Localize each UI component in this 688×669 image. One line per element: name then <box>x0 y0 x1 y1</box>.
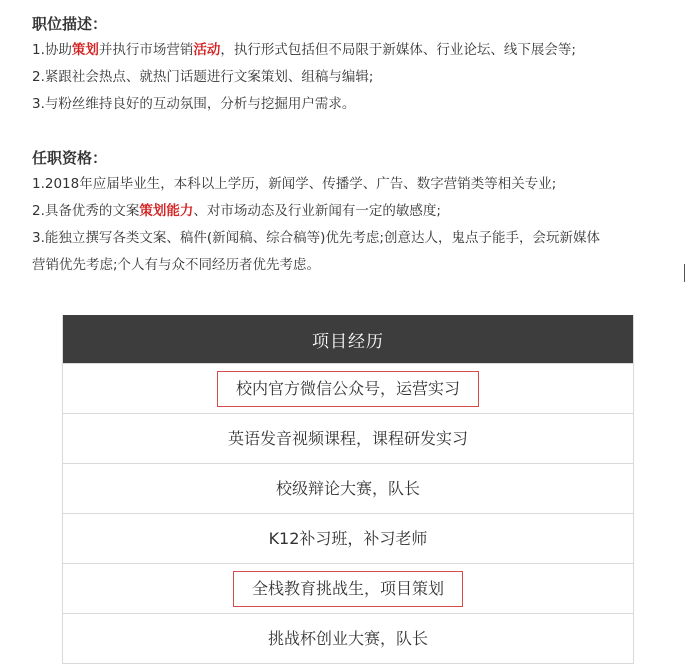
text-cursor <box>684 264 685 282</box>
table-cell: 校级辩论大赛，队长 <box>275 478 420 498</box>
table-cell-boxed: 全栈教育挑战生，项目策划 <box>233 571 463 607</box>
text-segment: 2.具备优秀的文案 <box>32 203 140 219</box>
table-row <box>63 613 633 663</box>
table-row <box>63 563 633 613</box>
text-segment: ，执行形式包括但不局限于新媒体、行业论坛、线下展会等; <box>220 42 576 58</box>
table-cell: 英语发音视频课程，课程研发实习 <box>227 428 468 448</box>
text-segment: 1.协助 <box>32 42 72 58</box>
job-description-line-1 <box>32 37 672 64</box>
highlighted-keyword: 策划能力 <box>139 203 194 219</box>
table-row <box>63 363 633 413</box>
text-segment: 、对市场动态及行业新闻有一定的敏感度; <box>193 203 441 219</box>
highlighted-keyword: 策划 <box>71 42 99 58</box>
table-row <box>63 413 633 463</box>
job-description-line-2: 2.紧跟社会热点、就热门话题进行文案策划、组稿与编辑; <box>32 69 374 85</box>
table-row <box>63 463 633 513</box>
highlighted-keyword: 活动 <box>193 42 221 58</box>
qualifications-heading: 任职资格： <box>32 149 108 167</box>
project-experience-table <box>62 315 634 664</box>
text-segment: 并执行市场营销 <box>98 42 194 58</box>
qualifications-section <box>32 148 672 279</box>
table-cell: K12补习班，补习老师 <box>268 528 428 548</box>
job-description-line-3: 3.与粉丝维持良好的互动氛围，分析与挖掘用户需求。 <box>32 96 356 112</box>
qualifications-line-3: 3.能独立撰写各类文案、稿件(新闻稿、综合稿等)优先考虑;创意达人，鬼点子能手，会玩新媒体 <box>32 230 600 246</box>
qualifications-line-2 <box>32 198 672 225</box>
qualifications-line-4: 营销优先考虑;个人有与众不同经历者优先考虑。 <box>32 257 321 273</box>
qualifications-line-1: 1.2018年应届毕业生，本科以上学历，新闻学、传播学、广告、数字营销类等相关专业; <box>32 176 557 192</box>
table-row <box>63 513 633 563</box>
table-header: 项目经历 <box>63 315 633 363</box>
job-description-section <box>32 14 672 118</box>
job-description-heading: 职位描述： <box>32 15 108 33</box>
table-cell: 挑战杯创业大赛，队长 <box>267 628 428 648</box>
table-cell-boxed: 校内官方微信公众号，运营实习 <box>217 371 479 407</box>
